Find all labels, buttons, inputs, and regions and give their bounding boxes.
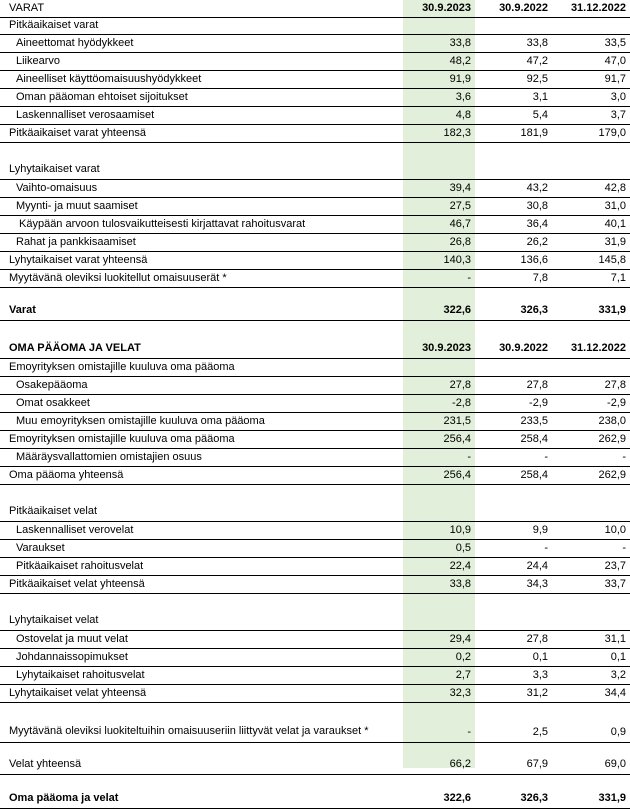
value-c2 bbox=[475, 17, 552, 34]
value-c2: 67,9 bbox=[475, 756, 552, 774]
row-label: Osakepääoma bbox=[0, 376, 403, 394]
value-c3: 69,0 bbox=[552, 756, 630, 774]
row-label: Pitkäaikaiset varat bbox=[0, 17, 403, 34]
row-label: Pitkäaikaiset rahoitusvelat bbox=[0, 557, 403, 575]
value-c2: 9,9 bbox=[475, 521, 552, 539]
value-c3: 3,0 bbox=[552, 88, 630, 106]
table-row bbox=[0, 106, 630, 124]
value-c3: 91,7 bbox=[552, 70, 630, 88]
value-c2: 181,9 bbox=[475, 124, 552, 142]
row-label: Johdannaissopimukset bbox=[0, 648, 403, 666]
value-c3: -2,9 bbox=[552, 394, 630, 412]
value-c3 bbox=[552, 358, 630, 376]
row-label: Laskennalliset verovelat bbox=[0, 521, 403, 539]
value-c1 bbox=[403, 161, 475, 179]
value-c2: 34,3 bbox=[475, 575, 552, 593]
table-row bbox=[0, 376, 630, 394]
value-c1: 30.9.2023 bbox=[403, 339, 475, 358]
value-c2 bbox=[475, 358, 552, 376]
row-label: Myynti- ja muut saamiset bbox=[0, 197, 403, 215]
value-c1: 66,2 bbox=[403, 756, 475, 774]
row-label: Pitkäaikaiset velat bbox=[0, 503, 403, 521]
value-c1: - bbox=[403, 448, 475, 466]
value-c3: 31.12.2022 bbox=[552, 339, 630, 358]
value-c1: 29,4 bbox=[403, 630, 475, 648]
value-c1: 48,2 bbox=[403, 52, 475, 70]
row-label: Laskennalliset verosaamiset bbox=[0, 106, 403, 124]
value-c2: 30.9.2022 bbox=[475, 0, 552, 17]
value-c1: - bbox=[403, 269, 475, 287]
header-row bbox=[0, 339, 630, 358]
value-c2 bbox=[475, 612, 552, 630]
value-c1: -2,8 bbox=[403, 394, 475, 412]
value-c1: 10,9 bbox=[403, 521, 475, 539]
row-label: OMA PÄÄOMA JA VELAT bbox=[0, 339, 403, 358]
table-row bbox=[0, 684, 630, 702]
row-label: Emoyrityksen omistajille kuuluva oma pääoma bbox=[0, 430, 403, 448]
value-c2: 27,8 bbox=[475, 376, 552, 394]
value-c3: 31,1 bbox=[552, 630, 630, 648]
row-label: Lyhytaikaiset velat bbox=[0, 612, 403, 630]
value-c1: 27,5 bbox=[403, 197, 475, 215]
row-label: Omat osakkeet bbox=[0, 394, 403, 412]
value-c1: 256,4 bbox=[403, 466, 475, 484]
table-row bbox=[0, 666, 630, 684]
value-c1: 33,8 bbox=[403, 575, 475, 593]
value-c2: 7,8 bbox=[475, 269, 552, 287]
value-c1: 2,7 bbox=[403, 666, 475, 684]
value-c2 bbox=[475, 161, 552, 179]
table-row bbox=[0, 70, 630, 88]
value-c2: 3,3 bbox=[475, 666, 552, 684]
value-c1: 3,6 bbox=[403, 88, 475, 106]
row-label: Myytävänä oleviksi luokiteltuihin omaisuuseriin liittyvät velat ja varaukset * bbox=[0, 702, 403, 742]
value-c3: 331,9 bbox=[552, 301, 630, 320]
value-c2: 33,8 bbox=[475, 34, 552, 52]
value-c2: 2,5 bbox=[475, 702, 552, 742]
spacer-row bbox=[0, 484, 630, 503]
value-c1: 4,8 bbox=[403, 106, 475, 124]
table-row bbox=[0, 34, 630, 52]
spacer-row bbox=[0, 287, 630, 301]
value-c3: 47,0 bbox=[552, 52, 630, 70]
value-c1: 22,4 bbox=[403, 557, 475, 575]
row-label: Käypään arvoon tulosvaikutteisesti kirjattavat rahoitusvarat bbox=[0, 215, 403, 233]
value-c2: 24,4 bbox=[475, 557, 552, 575]
value-c1: 231,5 bbox=[403, 412, 475, 430]
header-row bbox=[0, 0, 630, 17]
table-row bbox=[0, 430, 630, 448]
value-c3: 27,8 bbox=[552, 376, 630, 394]
row-label: Määräysvallattomien omistajien osuus bbox=[0, 448, 403, 466]
row-label: Lyhytaikaiset varat bbox=[0, 161, 403, 179]
spacer-row bbox=[0, 593, 630, 612]
value-c3 bbox=[552, 503, 630, 521]
table-row bbox=[0, 503, 630, 521]
table-row bbox=[0, 52, 630, 70]
value-c2: 0,1 bbox=[475, 648, 552, 666]
value-c3: 33,7 bbox=[552, 575, 630, 593]
row-label: Oma pääoma yhteensä bbox=[0, 466, 403, 484]
table-row bbox=[0, 215, 630, 233]
value-c2: 43,2 bbox=[475, 179, 552, 197]
value-c3: 0,1 bbox=[552, 648, 630, 666]
table-row bbox=[0, 412, 630, 430]
row-label: Liikearvo bbox=[0, 52, 403, 70]
table-row bbox=[0, 648, 630, 666]
value-c2: 30,8 bbox=[475, 197, 552, 215]
row-label: Pitkäaikaiset varat yhteensä bbox=[0, 124, 403, 142]
row-label: Lyhytaikaiset varat yhteensä bbox=[0, 251, 403, 269]
row-label: Aineettomat hyödykkeet bbox=[0, 34, 403, 52]
table-row bbox=[0, 790, 630, 808]
table-row bbox=[0, 251, 630, 269]
value-c1: 140,3 bbox=[403, 251, 475, 269]
table-row bbox=[0, 358, 630, 376]
value-c2: 3,1 bbox=[475, 88, 552, 106]
value-c3: 179,0 bbox=[552, 124, 630, 142]
row-label: Velat yhteensä bbox=[0, 756, 403, 774]
table-row bbox=[0, 124, 630, 142]
table-row bbox=[0, 269, 630, 287]
row-label: Oma pääoma ja velat bbox=[0, 790, 403, 808]
value-c2: -2,9 bbox=[475, 394, 552, 412]
value-c1: 33,8 bbox=[403, 34, 475, 52]
value-c3: 3,2 bbox=[552, 666, 630, 684]
value-c1: 26,8 bbox=[403, 233, 475, 251]
value-c1: 0,5 bbox=[403, 539, 475, 557]
value-c2: 258,4 bbox=[475, 466, 552, 484]
value-c1: 32,3 bbox=[403, 684, 475, 702]
table-row bbox=[0, 301, 630, 320]
spacer-row bbox=[0, 142, 630, 161]
value-c3 bbox=[552, 17, 630, 34]
spacer-row bbox=[0, 774, 630, 790]
value-c2: 30.9.2022 bbox=[475, 339, 552, 358]
value-c3: 40,1 bbox=[552, 215, 630, 233]
value-c1: 0,2 bbox=[403, 648, 475, 666]
value-c2: 26,2 bbox=[475, 233, 552, 251]
value-c3 bbox=[552, 161, 630, 179]
value-c1 bbox=[403, 17, 475, 34]
value-c3: 42,8 bbox=[552, 179, 630, 197]
value-c2: 136,6 bbox=[475, 251, 552, 269]
value-c3: 262,9 bbox=[552, 430, 630, 448]
value-c1 bbox=[403, 612, 475, 630]
value-c1: 182,3 bbox=[403, 124, 475, 142]
row-label: Lyhytaikaiset rahoitusvelat bbox=[0, 666, 403, 684]
value-c1: 256,4 bbox=[403, 430, 475, 448]
table-row bbox=[0, 521, 630, 539]
spacer-row bbox=[0, 320, 630, 339]
spacer-row bbox=[0, 742, 630, 756]
table-row bbox=[0, 612, 630, 630]
value-c2: 27,8 bbox=[475, 630, 552, 648]
value-c3: 262,9 bbox=[552, 466, 630, 484]
value-c1 bbox=[403, 503, 475, 521]
table-row bbox=[0, 557, 630, 575]
value-c2: - bbox=[475, 539, 552, 557]
value-c1: 46,7 bbox=[403, 215, 475, 233]
table-row bbox=[0, 161, 630, 179]
value-c3: - bbox=[552, 448, 630, 466]
row-label: Myytävänä oleviksi luokitellut omaisuuserät * bbox=[0, 269, 403, 287]
value-c1: 27,8 bbox=[403, 376, 475, 394]
row-label: Oman pääoman ehtoiset sijoitukset bbox=[0, 88, 403, 106]
value-c3: 33,5 bbox=[552, 34, 630, 52]
table-row bbox=[0, 394, 630, 412]
value-c3: 145,8 bbox=[552, 251, 630, 269]
value-c3: 0,9 bbox=[552, 702, 630, 742]
value-c1: 91,9 bbox=[403, 70, 475, 88]
table-row bbox=[0, 197, 630, 215]
value-c1: - bbox=[403, 702, 475, 742]
row-label: Vaihto-omaisuus bbox=[0, 179, 403, 197]
value-c3: 31,0 bbox=[552, 197, 630, 215]
table-row bbox=[0, 17, 630, 34]
table-row bbox=[0, 575, 630, 593]
table-row bbox=[0, 88, 630, 106]
value-c3: 238,0 bbox=[552, 412, 630, 430]
value-c2 bbox=[475, 503, 552, 521]
value-c2: 5,4 bbox=[475, 106, 552, 124]
row-label: Pitkäaikaiset velat yhteensä bbox=[0, 575, 403, 593]
row-label: Aineelliset käyttöomaisuushyödykkeet bbox=[0, 70, 403, 88]
value-c2: 47,2 bbox=[475, 52, 552, 70]
value-c2: 326,3 bbox=[475, 301, 552, 320]
table-row bbox=[0, 539, 630, 557]
table-row bbox=[0, 233, 630, 251]
value-c3: 23,7 bbox=[552, 557, 630, 575]
value-c3: 331,9 bbox=[552, 790, 630, 808]
value-c1: 322,6 bbox=[403, 790, 475, 808]
value-c2: 233,5 bbox=[475, 412, 552, 430]
row-label: Emoyrityksen omistajille kuuluva oma pääoma bbox=[0, 358, 403, 376]
value-c2: - bbox=[475, 448, 552, 466]
value-c1: 30.9.2023 bbox=[403, 0, 475, 17]
row-label: Lyhytaikaiset velat yhteensä bbox=[0, 684, 403, 702]
value-c3: 34,4 bbox=[552, 684, 630, 702]
value-c3 bbox=[552, 612, 630, 630]
value-c2: 258,4 bbox=[475, 430, 552, 448]
table-row bbox=[0, 756, 630, 774]
value-c3: 10,0 bbox=[552, 521, 630, 539]
row-label: Muu emoyrityksen omistajille kuuluva oma pääoma bbox=[0, 412, 403, 430]
table-row bbox=[0, 702, 630, 742]
value-c1 bbox=[403, 358, 475, 376]
row-label: Ostovelat ja muut velat bbox=[0, 630, 403, 648]
row-label: Varat bbox=[0, 301, 403, 320]
table-row bbox=[0, 630, 630, 648]
value-c2: 326,3 bbox=[475, 790, 552, 808]
value-c2: 31,2 bbox=[475, 684, 552, 702]
table-row bbox=[0, 466, 630, 484]
value-c1: 322,6 bbox=[403, 301, 475, 320]
value-c3: 3,7 bbox=[552, 106, 630, 124]
row-label: VARAT bbox=[0, 0, 403, 17]
value-c3: - bbox=[552, 539, 630, 557]
value-c3: 31,9 bbox=[552, 233, 630, 251]
table-row bbox=[0, 448, 630, 466]
value-c1: 39,4 bbox=[403, 179, 475, 197]
value-c2: 36,4 bbox=[475, 215, 552, 233]
table-row bbox=[0, 179, 630, 197]
value-c2: 92,5 bbox=[475, 70, 552, 88]
row-label: Rahat ja pankkisaamiset bbox=[0, 233, 403, 251]
row-label: Varaukset bbox=[0, 539, 403, 557]
value-c3: 7,1 bbox=[552, 269, 630, 287]
value-c3: 31.12.2022 bbox=[552, 0, 630, 17]
